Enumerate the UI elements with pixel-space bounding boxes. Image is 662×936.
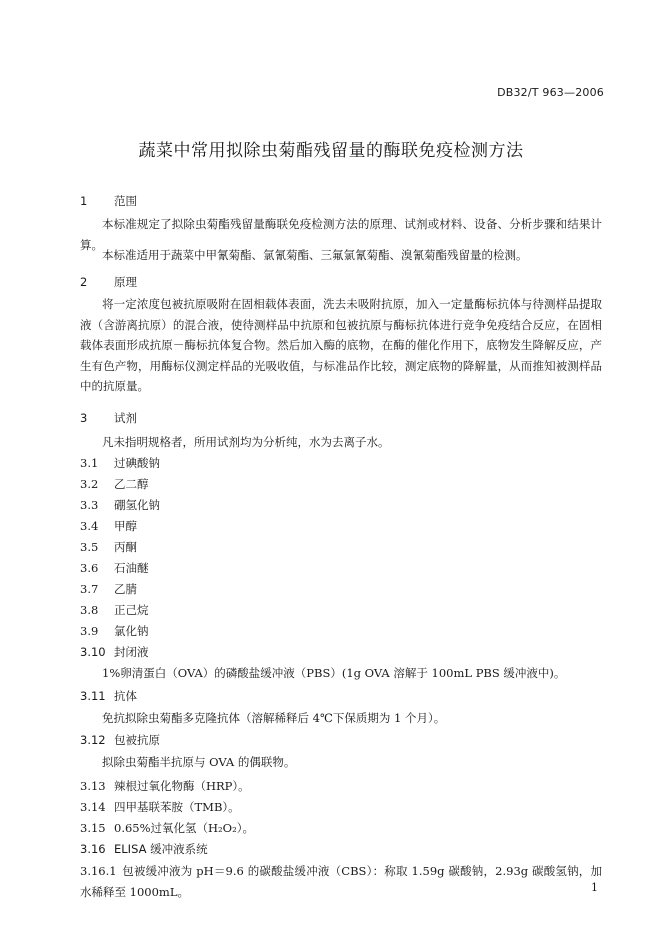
item-number: 3.4 <box>80 519 99 533</box>
subsection-3-12-body: 拟除虫菊酯半抗原与 OVA 的偶联物。 <box>102 755 296 769</box>
list-item <box>80 497 160 513</box>
item-text: 包被抗原 <box>114 733 160 747</box>
subsection-3-11-heading <box>80 688 137 704</box>
item-number: 3.6 <box>80 561 99 575</box>
subsection-3-10-heading <box>80 644 149 660</box>
item-text: 抗体 <box>114 689 137 703</box>
list-item <box>80 602 149 618</box>
item-text: 辣根过氧化物酶（HRP）。 <box>114 779 250 793</box>
document-title: 蔬菜中常用拟除虫菊酯残留量的酶联免疫检测方法 <box>138 141 524 161</box>
list-item <box>80 518 137 534</box>
section-1-heading <box>80 193 137 209</box>
section-2-heading <box>80 274 137 290</box>
section-2-paragraph-1: 将一定浓度包被抗原吸附在固相载体表面，洗去未吸附抗原，加入一定量酶标抗体与待测样品提取液（含游离抗原）的混合液，使待测样品中抗原和包被抗原与酶标抗体进行竞争免疫结合反应，在固相载体表面形成抗原－酶标抗体复合物。然后加入酶的底物，在酶的催化作用下，底物发生降解反应，产生有色产物，用酶标仪测定样品的光吸收值，与标准品作比较，测定底物的降解量，从而推知被测样品中的抗原量。 <box>80 297 602 394</box>
document-code: DB32/T 963—2006 <box>497 86 604 99</box>
item-number: 3.7 <box>80 582 99 596</box>
item-text: 封闭液 <box>114 645 149 659</box>
item-text: 乙腈 <box>114 582 137 596</box>
list-item <box>80 560 149 576</box>
item-number: 3.1 <box>80 456 99 470</box>
item-number: 3.3 <box>80 498 99 512</box>
subsection-3-16-1 <box>80 861 602 902</box>
item-text: 过碘酸钠 <box>114 456 160 470</box>
item-text: 四甲基联苯胺（TMB）。 <box>114 800 240 814</box>
item-number: 3.16 <box>80 842 106 856</box>
item-text: 丙酮 <box>114 540 137 554</box>
subsection-3-11-body: 免抗拟除虫菊酯多克隆抗体（溶解稀释后 4℃下保质期为 1 个月）。 <box>102 711 446 725</box>
section-1-paragraph-1: 本标准规定了拟除虫菊酯残留量酶联免疫检测方法的原理、试剂或材料、设备、分析步骤和结果计算。 <box>80 217 602 252</box>
section-2-title: 原理 <box>114 275 137 289</box>
item-text: 乙二醇 <box>114 477 149 491</box>
list-item <box>80 581 137 597</box>
item-text: 甲醇 <box>114 519 137 533</box>
item-number: 3.16.1 <box>80 864 117 878</box>
list-item <box>80 778 250 794</box>
item-text: ELISA 缓冲液系统 <box>114 842 208 856</box>
section-1-title: 范围 <box>114 194 137 208</box>
section-3-heading <box>80 410 137 426</box>
section-3-title: 试剂 <box>114 411 137 425</box>
subsection-3-16-heading <box>80 841 208 857</box>
list-item <box>80 476 149 492</box>
item-number: 3.8 <box>80 603 99 617</box>
list-item <box>80 820 254 836</box>
item-number: 3.2 <box>80 477 99 491</box>
item-text: 石油醚 <box>114 561 149 575</box>
item-number: 3.12 <box>80 733 106 747</box>
section-1-number: 1 <box>80 194 88 208</box>
list-item <box>80 455 160 471</box>
item-text: 氯化钠 <box>114 624 149 638</box>
list-item <box>80 623 149 639</box>
item-text: 硼氢化钠 <box>114 498 160 512</box>
item-text: 0.65%过氧化氢（H₂O₂）。 <box>114 821 254 835</box>
item-number: 3.9 <box>80 624 99 638</box>
item-number: 3.15 <box>80 821 106 835</box>
section-3-number: 3 <box>80 411 88 425</box>
section-2-number: 2 <box>80 275 88 289</box>
item-number: 3.14 <box>80 800 106 814</box>
item-number: 3.5 <box>80 540 99 554</box>
subsection-3-12-heading <box>80 732 160 748</box>
item-number: 3.13 <box>80 779 106 793</box>
section-3-intro: 凡未指明规格者，所用试剂均为分析纯，水为去离子水。 <box>102 435 390 449</box>
item-text: 包被缓冲液为 pH＝9.6 的碳酸盐缓冲液（CBS）：称取 1.59g 碳酸钠，2.93g 碳酸氢钠，加水稀释至 1000mL。 <box>80 864 602 899</box>
item-number: 3.10 <box>80 645 106 659</box>
section-1-paragraph-2: 本标准适用于蔬菜中甲氰菊酯、氯氰菊酯、三氟氯氰菊酯、溴氰菊酯残留量的检测。 <box>102 248 528 262</box>
list-item <box>80 799 240 815</box>
list-item <box>80 539 137 555</box>
item-text: 正己烷 <box>114 603 149 617</box>
page-number: 1 <box>591 881 598 894</box>
item-number: 3.11 <box>80 689 106 703</box>
subsection-3-10-body: 1%卵清蛋白（OVA）的磷酸盐缓冲液（PBS）(1g OVA 溶解于 100mL PBS 缓冲液中)。 <box>102 666 566 680</box>
